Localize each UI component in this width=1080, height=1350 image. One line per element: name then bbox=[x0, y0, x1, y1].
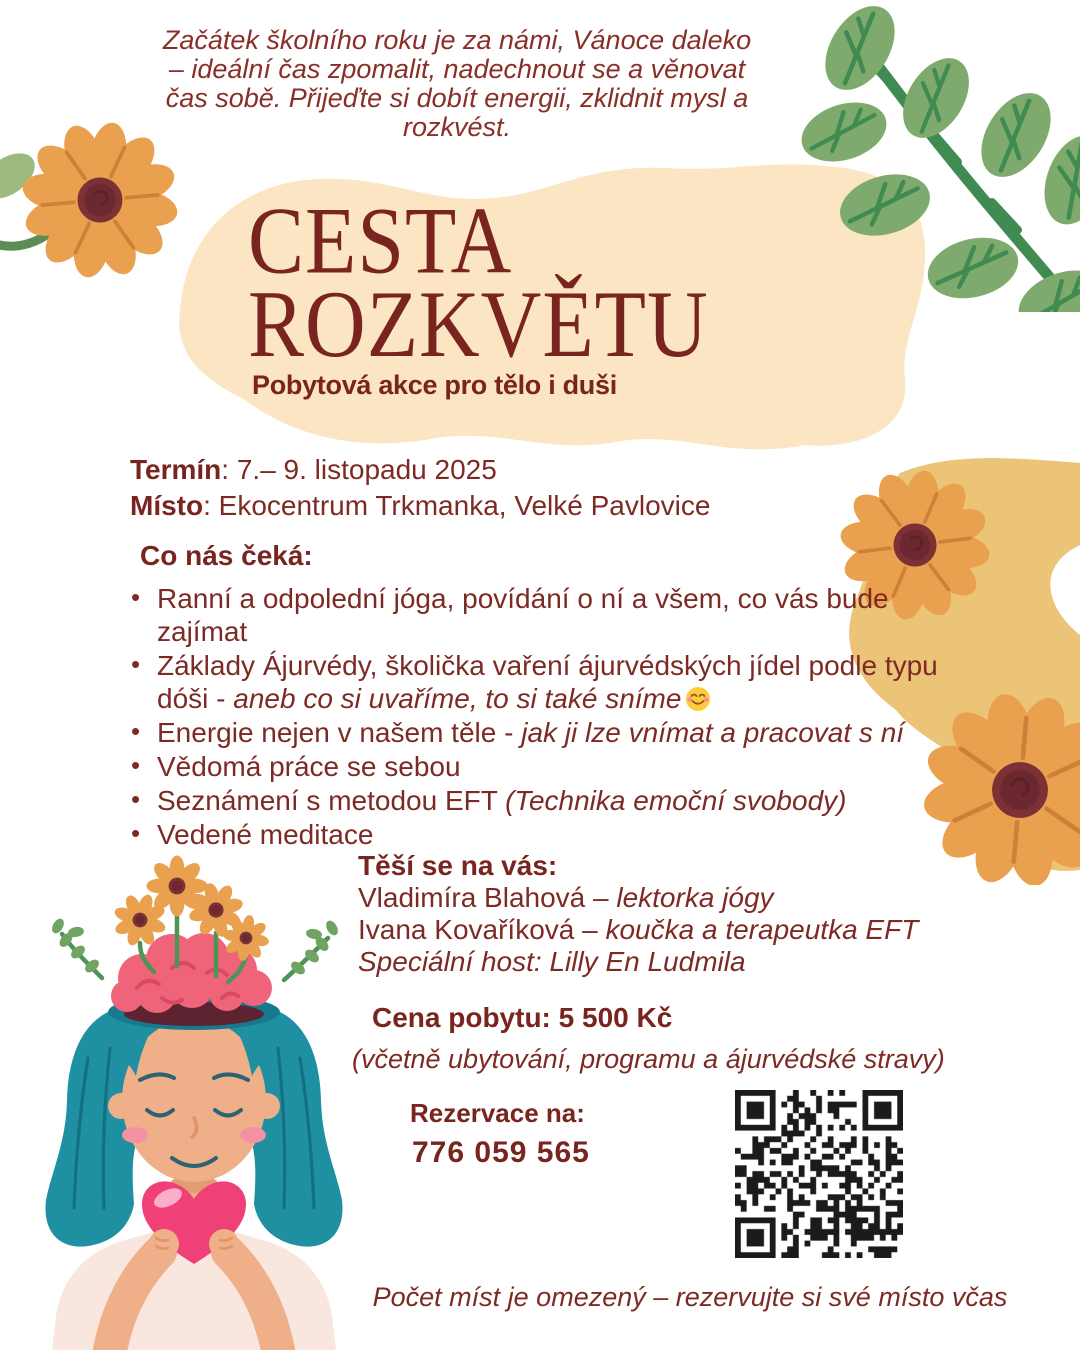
program-item: • Vědomá práce se sebou bbox=[157, 750, 957, 783]
poster-title-line2: ROZKVĚTU bbox=[248, 272, 709, 378]
hosts-heading: Těší se na vás: bbox=[358, 850, 558, 881]
host-line: Speciální host: Lilly En Ludmila bbox=[358, 946, 746, 977]
date-label: Termín bbox=[130, 454, 222, 485]
program-item: • Vedené meditace bbox=[157, 818, 957, 851]
program-list bbox=[125, 582, 957, 852]
program-heading: Co nás čeká: bbox=[140, 540, 313, 571]
footer-note: Počet míst je omezený – rezervujte si své místo včas bbox=[372, 1282, 1008, 1312]
smiling-face-emoji-icon bbox=[685, 686, 711, 712]
poster-title-line1: CESTA bbox=[248, 188, 513, 294]
place-label: Místo bbox=[130, 490, 204, 521]
event-place-line bbox=[130, 488, 710, 524]
date-value: : 7.– 9. listopadu 2025 bbox=[221, 454, 497, 485]
event-details bbox=[130, 452, 710, 524]
reservation-heading: Rezervace na: bbox=[410, 1098, 585, 1128]
hosts-section bbox=[358, 850, 918, 978]
price-label: Cena pobytu: 5 500 Kč bbox=[372, 1002, 673, 1033]
poster-subtitle: Pobytová akce pro tělo i duši bbox=[252, 370, 617, 400]
program-item: • Seznámení s metodou EFT (Technika emoční svobody) bbox=[157, 784, 957, 817]
intro-paragraph: Začátek školního roku je za námi, Vánoce daleko – ideální čas zpomalit, nadechnout se a věnovat čas sobě. Přijeďte si dobít energii, zklidnit mysl a rozkvést. bbox=[162, 25, 752, 142]
program-item: • Základy Ájurvédy, školička vaření ájurvédských jídel podle typu dóši - aneb co si uvaříme, to si také sníme bbox=[157, 649, 957, 715]
woman-blooming-mind-illustration bbox=[22, 848, 370, 1350]
event-date-line bbox=[130, 452, 710, 488]
leaf-branch-illustration bbox=[778, 0, 1080, 312]
reservation-phone: 776 059 565 bbox=[412, 1136, 590, 1169]
place-value: : Ekocentrum Trkmanka, Velké Pavlovice bbox=[203, 490, 711, 521]
program-item: • Energie nejen v našem těle - jak ji lze vnímat a pracovat s ní bbox=[157, 716, 957, 749]
price-note: (včetně ubytování, programu a ájurvédské stravy) bbox=[352, 1044, 945, 1074]
poster-title bbox=[248, 188, 709, 378]
qr-code bbox=[735, 1090, 903, 1258]
host-line: Ivana Kovaříková – koučka a terapeutka EFT bbox=[358, 914, 919, 945]
host-line: Vladimíra Blahová – lektorka jógy bbox=[358, 882, 774, 913]
program-item: • Ranní a odpolední jóga, povídání o ní a všem, co vás bude zajímat bbox=[157, 582, 957, 648]
